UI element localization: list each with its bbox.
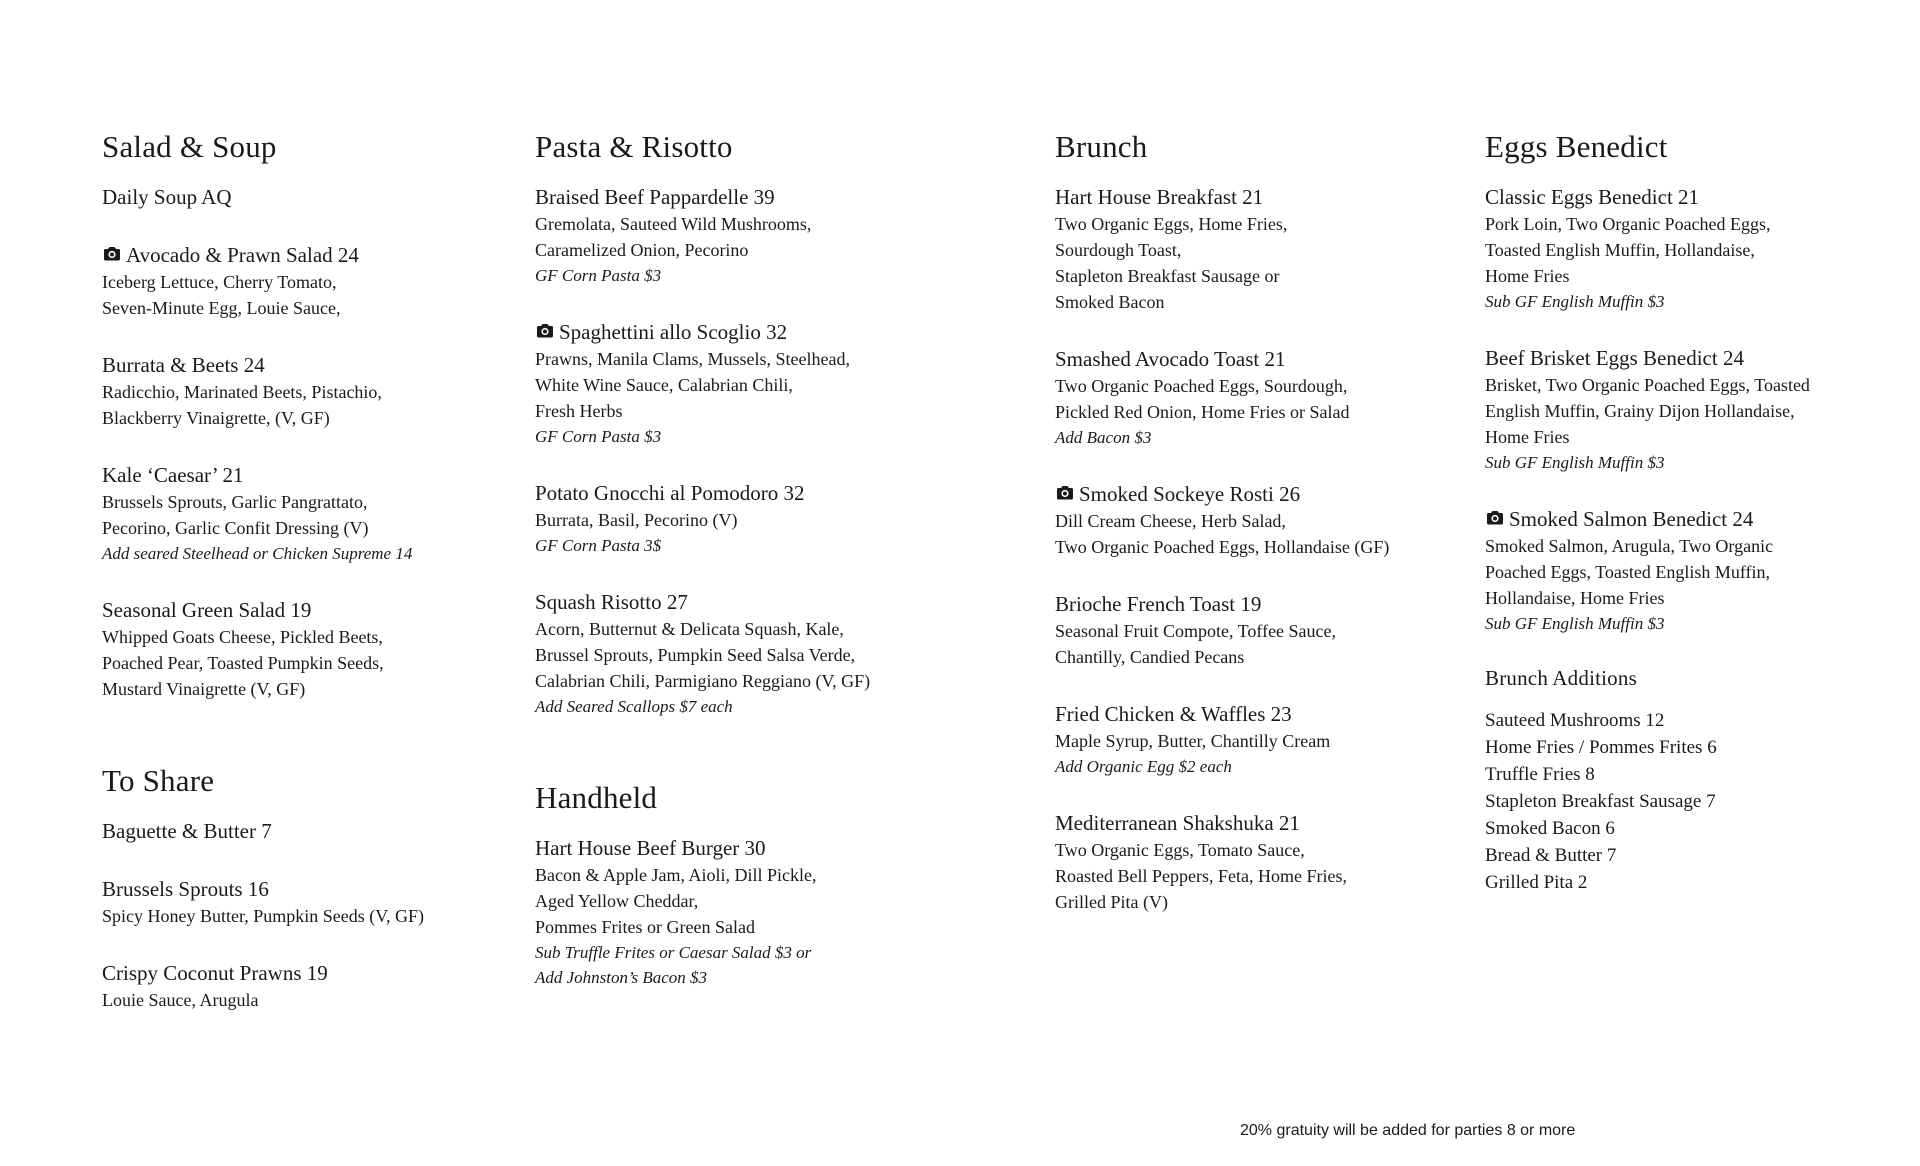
menu-item [102, 875, 522, 929]
addition-item: Truffle Fries 8 [1485, 764, 1595, 786]
section-title-eggs-benedict: Eggs Benedict [1485, 129, 1668, 164]
section-title-brunch: Brunch [1055, 129, 1148, 164]
section-handheld [535, 834, 1035, 990]
menu-item-name-text: Burrata & Beets 24 [102, 353, 265, 378]
menu-item-description: Whipped Goats Cheese, Pickled Beets, [102, 627, 383, 648]
menu-item-name-text: Mediterranean Shakshuka 21 [1055, 811, 1300, 836]
menu-item-note: GF Corn Pasta $3 [535, 427, 662, 447]
menu-item-description: Calabrian Chili, Parmigiano Reggiano (V, GF) [535, 671, 871, 692]
menu-item [1055, 590, 1475, 670]
menu-item-name [535, 318, 1035, 346]
menu-item-name-text: Kale ‘Caesar’ 21 [102, 463, 244, 488]
menu-item-description: Hollandaise, Home Fries [1485, 588, 1665, 609]
menu-item [102, 959, 522, 1013]
section-title-brunch-additions: Brunch Additions [1485, 666, 1637, 691]
menu-item-name-text: Brioche French Toast 19 [1055, 592, 1262, 617]
menu-item-description: Prawns, Manila Clams, Mussels, Steelhead, [535, 349, 850, 370]
addition-item: Home Fries / Pommes Frites 6 [1485, 737, 1717, 759]
menu-item-description: Two Organic Eggs, Home Fries, [1055, 214, 1288, 235]
menu-item-description: White Wine Sauce, Calabrian Chili, [535, 375, 793, 396]
menu-item-description: Toasted English Muffin, Hollandaise, [1485, 240, 1755, 261]
menu-item [1485, 344, 1915, 475]
menu-item-note: Sub GF English Muffin $3 [1485, 292, 1665, 312]
camera-icon [1485, 508, 1505, 528]
menu-item-description: Home Fries [1485, 266, 1570, 287]
menu-item-name-text: Fried Chicken & Waffles 23 [1055, 702, 1292, 727]
camera-icon [535, 321, 555, 341]
menu-item [535, 834, 1035, 990]
addition-item: Smoked Bacon 6 [1485, 818, 1615, 840]
menu-item-name [102, 461, 522, 489]
menu-item-description: Grilled Pita (V) [1055, 892, 1168, 913]
section-eggs-benedict [1485, 183, 1915, 636]
menu-item-description: Two Organic Poached Eggs, Sourdough, [1055, 376, 1348, 397]
menu-item-description: Roasted Bell Peppers, Feta, Home Fries, [1055, 866, 1347, 887]
menu-item-name-text: Seasonal Green Salad 19 [102, 598, 312, 623]
menu-item-description: Brussels Sprouts, Garlic Pangrattato, [102, 492, 368, 513]
menu-item-description: Maple Syrup, Butter, Chantilly Cream [1055, 731, 1331, 752]
menu-item-description: Seasonal Fruit Compote, Toffee Sauce, [1055, 621, 1337, 642]
menu-item-name [1055, 183, 1475, 211]
section-title-to-share: To Share [102, 763, 215, 799]
menu-item-description: Burrata, Basil, Pecorino (V) [535, 510, 738, 531]
menu-item-note: Sub GF English Muffin $3 [1485, 614, 1665, 634]
section-title-salad-soup: Salad & Soup [102, 129, 277, 164]
menu-item-name-text: Spaghettini allo Scoglio 32 [559, 320, 788, 345]
menu-item-note: GF Corn Pasta 3$ [535, 536, 662, 556]
menu-item-description: Chantilly, Candied Pecans [1055, 647, 1245, 668]
menu-item-note: Add Bacon $3 [1055, 428, 1152, 448]
menu-item-name [535, 479, 1035, 507]
menu-item-description: English Muffin, Grainy Dijon Hollandaise, [1485, 401, 1795, 422]
menu-item-description: Acorn, Butternut & Delicata Squash, Kale, [535, 619, 844, 640]
menu-item-name-text: Baguette & Butter 7 [102, 819, 272, 844]
menu-item-name-text: Smoked Salmon Benedict 24 [1509, 507, 1754, 532]
menu-item-name-text: Hart House Breakfast 21 [1055, 185, 1264, 210]
menu-item-name-text: Braised Beef Pappardelle 39 [535, 185, 775, 210]
menu-item-name-text: Brussels Sprouts 16 [102, 877, 269, 902]
section-salad-soup [102, 183, 522, 702]
brunch-additions-list [1485, 707, 1915, 896]
menu-item-note: Add Seared Scallops $7 each [535, 697, 733, 717]
menu-item-description: Home Fries [1485, 427, 1570, 448]
menu-item-description: Radicchio, Marinated Beets, Pistachio, [102, 382, 382, 403]
menu-item-description: Caramelized Onion, Pecorino [535, 240, 749, 261]
menu-item-name [102, 596, 522, 624]
gratuity-note: 20% gratuity will be added for parties 8 or more [1240, 1122, 1576, 1139]
addition-item: Grilled Pita 2 [1485, 872, 1588, 894]
menu-item-name [1055, 700, 1475, 728]
addition-item: Sauteed Mushrooms 12 [1485, 710, 1665, 732]
addition-item: Bread & Butter 7 [1485, 845, 1617, 867]
section-title-handheld: Handheld [535, 780, 658, 816]
menu-item [1055, 183, 1475, 315]
menu-item [102, 241, 522, 321]
menu-item-name [102, 817, 522, 845]
section-title-pasta-risotto: Pasta & Risotto [535, 129, 733, 164]
addition-item: Stapleton Breakfast Sausage 7 [1485, 791, 1716, 813]
menu-item-description: Mustard Vinaigrette (V, GF) [102, 679, 306, 700]
menu-item [535, 318, 1035, 449]
menu-item-name [535, 834, 1035, 862]
menu-item [102, 183, 522, 211]
menu-item-name-text: Beef Brisket Eggs Benedict 24 [1485, 346, 1744, 371]
menu-item-name [1055, 345, 1475, 373]
menu-item-description: Pickled Red Onion, Home Fries or Salad [1055, 402, 1350, 423]
camera-icon [1055, 483, 1075, 503]
menu-item-description: Smoked Bacon [1055, 292, 1165, 313]
menu-item-name-text: Daily Soup AQ [102, 185, 232, 210]
menu-item [1055, 480, 1475, 560]
menu-item-description: Two Organic Poached Eggs, Hollandaise (GF) [1055, 537, 1390, 558]
menu-item-note: Add seared Steelhead or Chicken Supreme 14 [102, 544, 413, 564]
menu-item [1055, 809, 1475, 915]
menu-item-description: Poached Pear, Toasted Pumpkin Seeds, [102, 653, 384, 674]
menu-item-description: Sourdough Toast, [1055, 240, 1182, 261]
menu-item-name-text: Potato Gnocchi al Pomodoro 32 [535, 481, 805, 506]
menu-item-name [102, 959, 522, 987]
menu-item-name [1485, 183, 1915, 211]
menu-item-description: Poached Eggs, Toasted English Muffin, [1485, 562, 1771, 583]
menu-item [1485, 505, 1915, 636]
menu-item-description: Spicy Honey Butter, Pumpkin Seeds (V, GF) [102, 906, 424, 927]
section-pasta-risotto [535, 183, 1035, 719]
menu-item-description: Gremolata, Sauteed Wild Mushrooms, [535, 214, 812, 235]
menu-item-name [1485, 344, 1915, 372]
menu-item-name [102, 875, 522, 903]
menu-item-description: Pecorino, Garlic Confit Dressing (V) [102, 518, 369, 539]
menu-item-description: Seven-Minute Egg, Louie Sauce, [102, 298, 341, 319]
menu-item-description: Brussel Sprouts, Pumpkin Seed Salsa Verde, [535, 645, 856, 666]
menu-item-note: Sub Truffle Frites or Caesar Salad $3 or [535, 943, 812, 963]
menu-item-name [1055, 590, 1475, 618]
menu-item-description: Aged Yellow Cheddar, [535, 891, 699, 912]
menu-item [535, 588, 1035, 719]
section-brunch [1055, 183, 1475, 915]
menu-item-description: Louie Sauce, Arugula [102, 990, 259, 1011]
menu-item-description: Pork Loin, Two Organic Poached Eggs, [1485, 214, 1771, 235]
menu-item-name [535, 183, 1035, 211]
menu-item-description: Brisket, Two Organic Poached Eggs, Toasted [1485, 375, 1810, 396]
menu-item-description: Bacon & Apple Jam, Aioli, Dill Pickle, [535, 865, 817, 886]
menu-item [1055, 700, 1475, 779]
menu-item-description: Fresh Herbs [535, 401, 623, 422]
menu-item-name [1485, 505, 1915, 533]
menu-item-name [1055, 809, 1475, 837]
menu-item [102, 461, 522, 566]
menu-item [535, 479, 1035, 558]
menu-item [535, 183, 1035, 288]
menu-item [102, 351, 522, 431]
menu-item-name [1055, 480, 1475, 508]
menu-item-description: Blackberry Vinaigrette, (V, GF) [102, 408, 330, 429]
menu-item-name-text: Smoked Sockeye Rosti 26 [1079, 482, 1301, 507]
menu-item-description: Smoked Salmon, Arugula, Two Organic [1485, 536, 1774, 557]
menu-item [102, 596, 522, 702]
menu-item-note: Sub GF English Muffin $3 [1485, 453, 1665, 473]
menu-item-name-text: Avocado & Prawn Salad 24 [126, 243, 359, 268]
menu-item-name [102, 351, 522, 379]
menu-item-name [535, 588, 1035, 616]
menu-item-description: Pommes Frites or Green Salad [535, 917, 755, 938]
menu-item [1055, 345, 1475, 450]
menu-item-description: Two Organic Eggs, Tomato Sauce, [1055, 840, 1305, 861]
column-salad-share [102, 128, 522, 1043]
menu-item-description: Stapleton Breakfast Sausage or [1055, 266, 1280, 287]
menu-item-name-text: Smashed Avocado Toast 21 [1055, 347, 1286, 372]
menu-item-description: Dill Cream Cheese, Herb Salad, [1055, 511, 1286, 532]
column-brunch [1055, 128, 1475, 945]
menu-item-name [102, 183, 522, 211]
column-eggs-benedict [1485, 128, 1915, 896]
menu-item-name-text: Crispy Coconut Prawns 19 [102, 961, 328, 986]
section-to-share [102, 817, 522, 1013]
camera-icon [102, 244, 122, 264]
menu-item-name-text: Squash Risotto 27 [535, 590, 688, 615]
menu-item-note: Add Organic Egg $2 each [1055, 757, 1232, 777]
menu-item-name-text: Classic Eggs Benedict 21 [1485, 185, 1700, 210]
menu-item-note: Add Johnston’s Bacon $3 [535, 968, 708, 988]
menu-item-note: GF Corn Pasta $3 [535, 266, 662, 286]
menu-item-name-text: Hart House Beef Burger 30 [535, 836, 766, 861]
menu-item [102, 817, 522, 845]
menu-item-description: Iceberg Lettuce, Cherry Tomato, [102, 272, 337, 293]
menu-item-name [102, 241, 522, 269]
column-pasta-handheld [535, 128, 1035, 1020]
menu-item [1485, 183, 1915, 314]
